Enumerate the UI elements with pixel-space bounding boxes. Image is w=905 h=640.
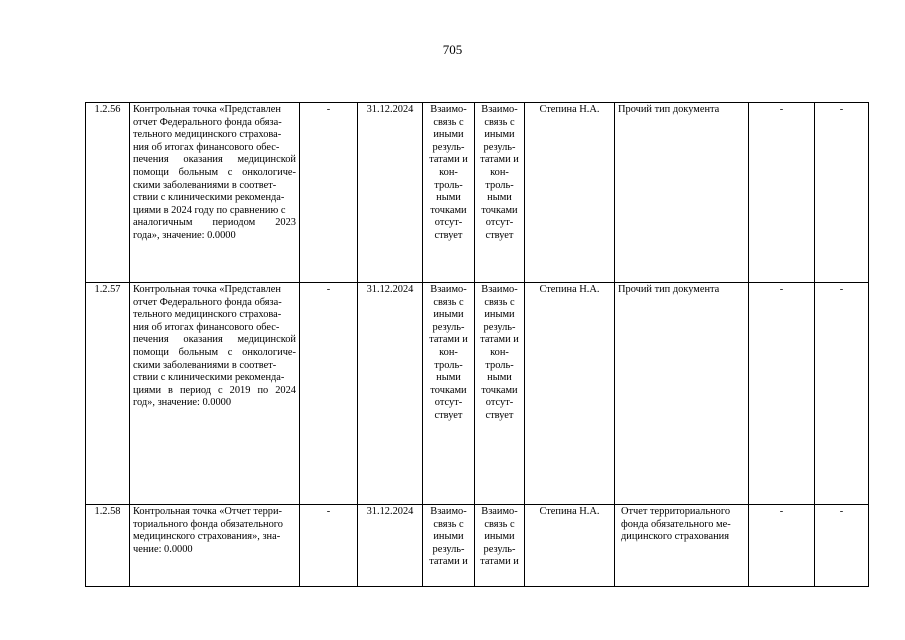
- document-type-line: Отчет территориального: [621, 506, 731, 517]
- description-line: ствии с клиническими рекоменда-: [133, 192, 285, 204]
- responsible-person: Степина Н.А.: [525, 103, 615, 283]
- relationship-line: кон-: [439, 346, 458, 358]
- relationship-line: иными: [484, 531, 515, 543]
- description-line: Контрольная точка «Представлен: [133, 104, 281, 115]
- row-number: 1.2.58: [86, 505, 130, 587]
- control-points-table: [85, 102, 869, 587]
- responsible-person: Степина Н.А.: [525, 505, 615, 587]
- relationship-line: точками: [481, 204, 518, 216]
- relationship-line: троль-: [434, 359, 463, 371]
- deadline-date: 31.12.2024: [358, 505, 423, 587]
- description-line: тельного медицинского страхова-: [133, 129, 282, 141]
- description-line: ствии с клиническими рекоменда-: [133, 372, 285, 384]
- relationship-line: ствует: [434, 229, 463, 241]
- row-description: [130, 505, 300, 587]
- relationship-line: иными: [484, 309, 515, 321]
- table-row: [86, 103, 869, 283]
- relationship-line: Взаимо-: [481, 104, 518, 115]
- relationship-cell-1: [423, 283, 475, 505]
- description-line: циями в 2024 году по сравнению с: [133, 204, 286, 216]
- description-line: чение: 0.0000: [133, 543, 193, 555]
- relationship-line: татами и: [429, 154, 468, 166]
- relationship-line: кон-: [490, 166, 509, 178]
- row-description: [130, 283, 300, 505]
- relationship-line: точками: [481, 384, 518, 396]
- relationship-line: отсут-: [434, 217, 463, 229]
- relationship-line: татами и: [429, 556, 468, 568]
- row-number: 1.2.56: [86, 103, 130, 283]
- description-line: год», значение: 0.0000: [133, 397, 232, 409]
- page-number: 705: [442, 42, 463, 57]
- description-line: ния об итогах финансового обес-: [133, 141, 280, 153]
- document-type-line: дицинского страхования: [621, 531, 730, 543]
- relationship-line: Взаимо-: [481, 506, 518, 517]
- relationship-line: татами и: [429, 334, 468, 346]
- description-line: Контрольная точка «Представлен: [133, 284, 281, 295]
- description-line: помощи больным с онкологиче-: [133, 346, 296, 358]
- relationship-line: ными: [436, 192, 461, 204]
- description-line: помощи больным с онкологиче-: [133, 166, 296, 178]
- relationship-cell-1: [423, 505, 475, 587]
- relationship-line: резуль-: [483, 543, 516, 555]
- relationship-line: связь с: [433, 518, 464, 530]
- description-line: ториального фонда обязательного: [133, 518, 283, 530]
- relationship-line: ными: [487, 372, 512, 384]
- relationship-line: иными: [484, 129, 515, 141]
- relationship-line: татами и: [480, 154, 519, 166]
- relationship-line: резуль-: [432, 321, 465, 333]
- relationship-cell-2: [475, 505, 525, 587]
- planned-value-cell: -: [300, 505, 358, 587]
- extra-value-cell-2: -: [815, 505, 869, 587]
- relationship-line: троль-: [485, 179, 514, 191]
- description-line: медицинского страхования», зна-: [133, 531, 281, 543]
- document-type-line: фонда обязательного ме-: [621, 518, 731, 530]
- extra-value-cell-1: -: [749, 103, 815, 283]
- extra-value-cell-1: -: [749, 505, 815, 587]
- relationship-line: ными: [487, 192, 512, 204]
- table-row: [86, 283, 869, 505]
- relationship-line: иными: [433, 129, 464, 141]
- relationship-cell-1: [423, 103, 475, 283]
- description-line: аналогичным периодом 2023: [133, 217, 296, 229]
- row-number: 1.2.57: [86, 283, 130, 505]
- relationship-line: ствует: [434, 409, 463, 421]
- relationship-line: кон-: [439, 166, 458, 178]
- relationship-line: связь с: [484, 116, 515, 128]
- relationship-line: отсут-: [485, 397, 514, 409]
- relationship-line: резуль-: [483, 321, 516, 333]
- relationship-line: ными: [436, 372, 461, 384]
- description-line: циями в период с 2019 по 2024: [133, 384, 296, 396]
- relationship-line: троль-: [434, 179, 463, 191]
- relationship-line: Взаимо-: [430, 506, 467, 517]
- description-line: тельного медицинского страхова-: [133, 309, 282, 321]
- description-line: печения оказания медицинской: [133, 154, 296, 166]
- document-type: Прочий тип документа: [615, 103, 749, 283]
- deadline-date: 31.12.2024: [358, 283, 423, 505]
- relationship-line: иными: [433, 531, 464, 543]
- relationship-line: ствует: [485, 229, 514, 241]
- relationship-line: резуль-: [432, 141, 465, 153]
- relationship-line: резуль-: [483, 141, 516, 153]
- description-line: отчет Федерального фонда обяза-: [133, 116, 282, 128]
- relationship-line: отсут-: [434, 397, 463, 409]
- relationship-line: резуль-: [432, 543, 465, 555]
- extra-value-cell-1: -: [749, 283, 815, 505]
- planned-value-cell: -: [300, 103, 358, 283]
- relationship-line: связь с: [484, 518, 515, 530]
- relationship-line: связь с: [433, 296, 464, 308]
- document-type: Прочий тип документа: [615, 283, 749, 505]
- description-line: скими заболеваниями в соответ-: [133, 359, 277, 371]
- description-line: скими заболеваниями в соответ-: [133, 179, 277, 191]
- description-line: года», значение: 0.0000: [133, 229, 236, 241]
- relationship-line: отсут-: [485, 217, 514, 229]
- relationship-line: татами и: [480, 334, 519, 346]
- responsible-person: Степина Н.А.: [525, 283, 615, 505]
- document-type: [615, 505, 749, 587]
- description-line: отчет Федерального фонда обяза-: [133, 296, 282, 308]
- relationship-line: Взаимо-: [481, 284, 518, 295]
- relationship-line: Взаимо-: [430, 284, 467, 295]
- relationship-line: Взаимо-: [430, 104, 467, 115]
- deadline-date: 31.12.2024: [358, 103, 423, 283]
- relationship-line: ствует: [485, 409, 514, 421]
- row-description: [130, 103, 300, 283]
- description-line: Контрольная точка «Отчет терри-: [133, 506, 282, 517]
- description-line: печения оказания медицинской: [133, 334, 296, 346]
- relationship-line: связь с: [433, 116, 464, 128]
- relationship-line: связь с: [484, 296, 515, 308]
- relationship-cell-2: [475, 283, 525, 505]
- description-line: ния об итогах финансового обес-: [133, 321, 280, 333]
- relationship-line: троль-: [485, 359, 514, 371]
- table-row: [86, 505, 869, 587]
- relationship-line: татами и: [480, 556, 519, 568]
- extra-value-cell-2: -: [815, 103, 869, 283]
- relationship-line: точками: [430, 204, 467, 216]
- planned-value-cell: -: [300, 283, 358, 505]
- relationship-line: иными: [433, 309, 464, 321]
- relationship-line: точками: [430, 384, 467, 396]
- extra-value-cell-2: -: [815, 283, 869, 505]
- relationship-cell-2: [475, 103, 525, 283]
- relationship-line: кон-: [490, 346, 509, 358]
